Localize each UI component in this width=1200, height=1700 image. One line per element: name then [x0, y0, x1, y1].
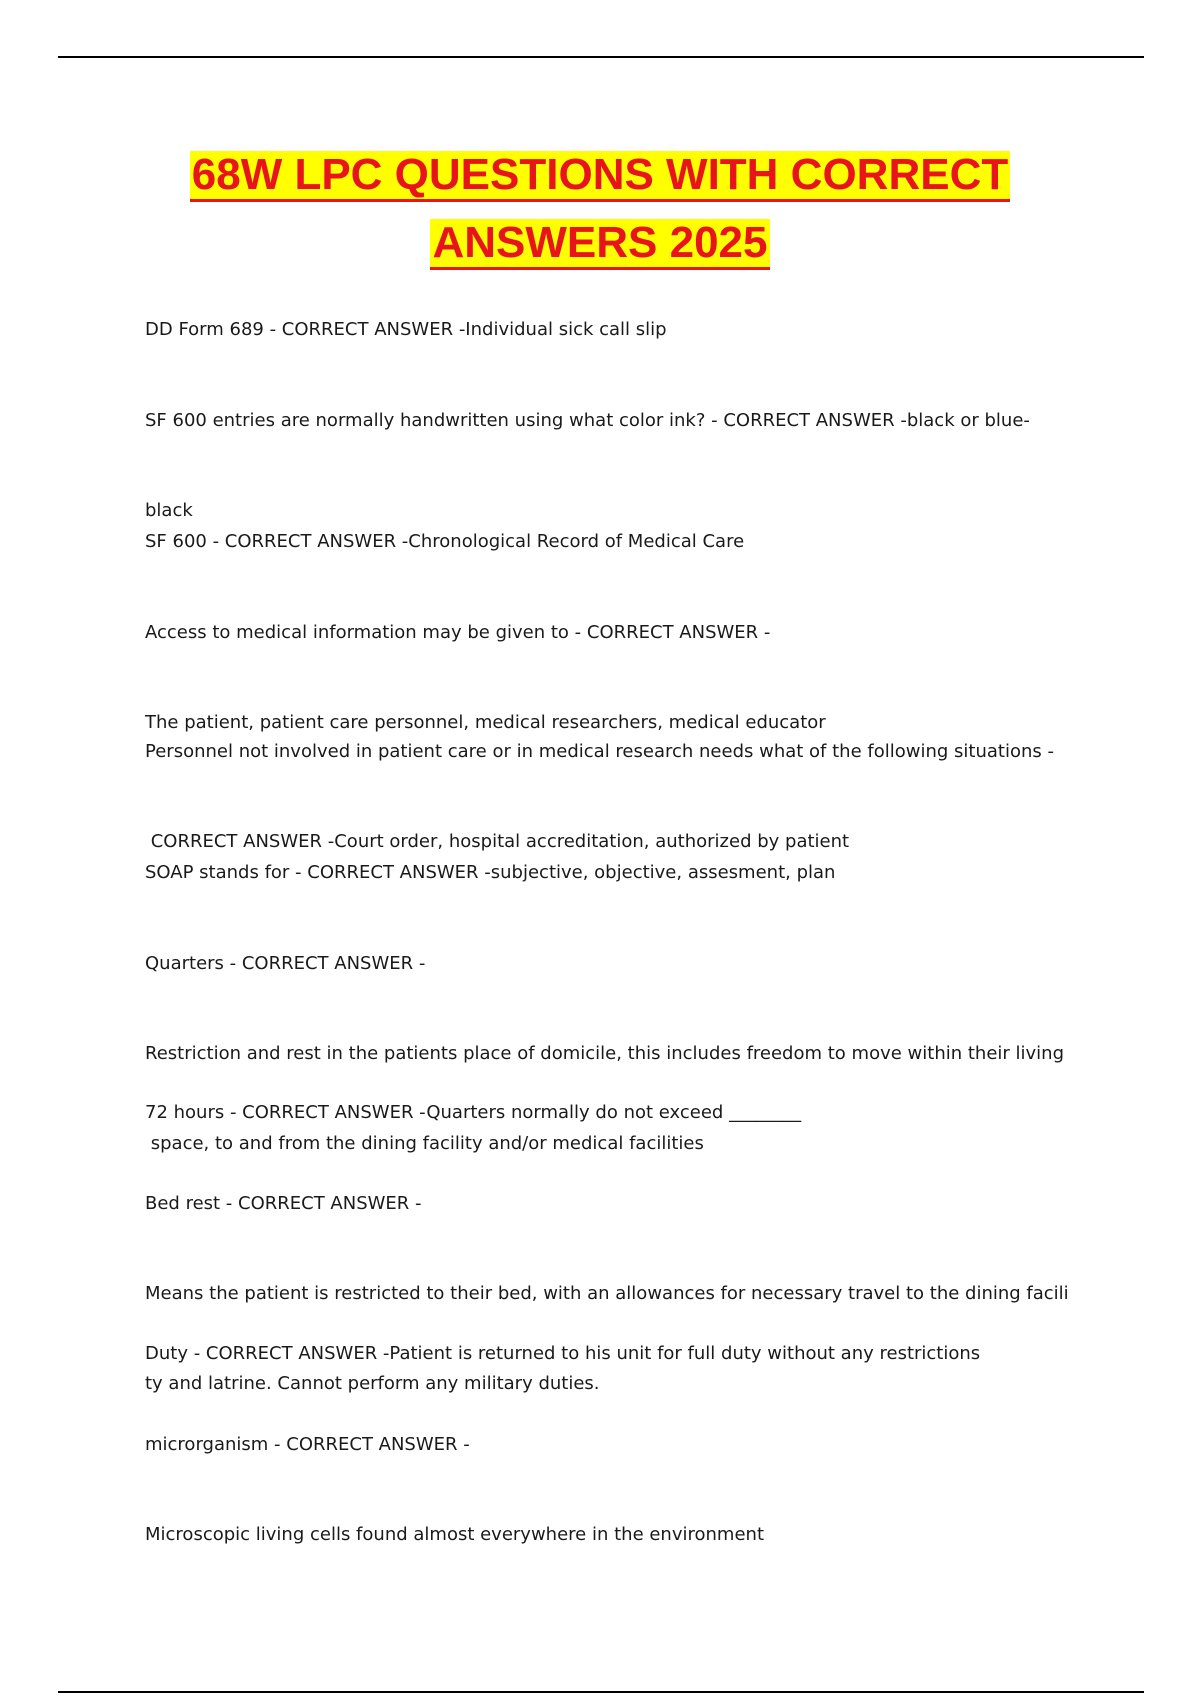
- document-title: [0, 146, 1200, 272]
- qa-line: SF 600 entries are normally handwritten using what color ink? - CORRECT ANSWER -black or blue-: [145, 410, 1030, 431]
- qa-line: The patient, patient care personnel, medical researchers, medical educator: [145, 712, 826, 733]
- qa-line: SOAP stands for - CORRECT ANSWER -subjective, objective, assesment, plan: [145, 862, 836, 883]
- qa-line: Personnel not involved in patient care or in medical research needs what of the following situations -: [145, 741, 1054, 762]
- title-line-2: ANSWERS 2025: [430, 219, 769, 270]
- qa-line: 72 hours - CORRECT ANSWER -Quarters normally do not exceed ________: [145, 1102, 802, 1123]
- qa-line: black: [145, 500, 193, 521]
- qa-line: ty and latrine. Cannot perform any military duties.: [145, 1373, 600, 1394]
- qa-item-11: [145, 1370, 1095, 1580]
- title-line-1: 68W LPC QUESTIONS WITH CORRECT: [190, 151, 1010, 202]
- qa-line: DD Form 689 - CORRECT ANSWER -Individual sick call slip: [145, 319, 667, 340]
- qa-line: Quarters - CORRECT ANSWER -: [145, 953, 426, 974]
- qa-line: space, to and from the dining facility and/or medical facilities: [145, 1133, 704, 1154]
- qa-line: Access to medical information may be given to - CORRECT ANSWER -: [145, 622, 771, 643]
- qa-line: microrganism - CORRECT ANSWER -: [145, 1434, 470, 1455]
- qa-line: Duty - CORRECT ANSWER -Patient is returned to his unit for full duty without any restrictions: [145, 1343, 981, 1364]
- qa-line: Restriction and rest in the patients place of domicile, this includes freedom to move within their living: [145, 1043, 1065, 1064]
- qa-line: Microscopic living cells found almost everywhere in the environment: [145, 1524, 764, 1545]
- top-rule: [58, 56, 1144, 58]
- bottom-rule: [58, 1691, 1144, 1693]
- qa-line: Means the patient is restricted to their bed, with an allowances for necessary travel to the dining facili: [145, 1283, 1069, 1304]
- qa-line: CORRECT ANSWER -Court order, hospital accreditation, authorized by patient: [145, 831, 850, 852]
- qa-line: Bed rest - CORRECT ANSWER -: [145, 1193, 422, 1214]
- qa-line: SF 600 - CORRECT ANSWER -Chronological Record of Medical Care: [145, 531, 745, 552]
